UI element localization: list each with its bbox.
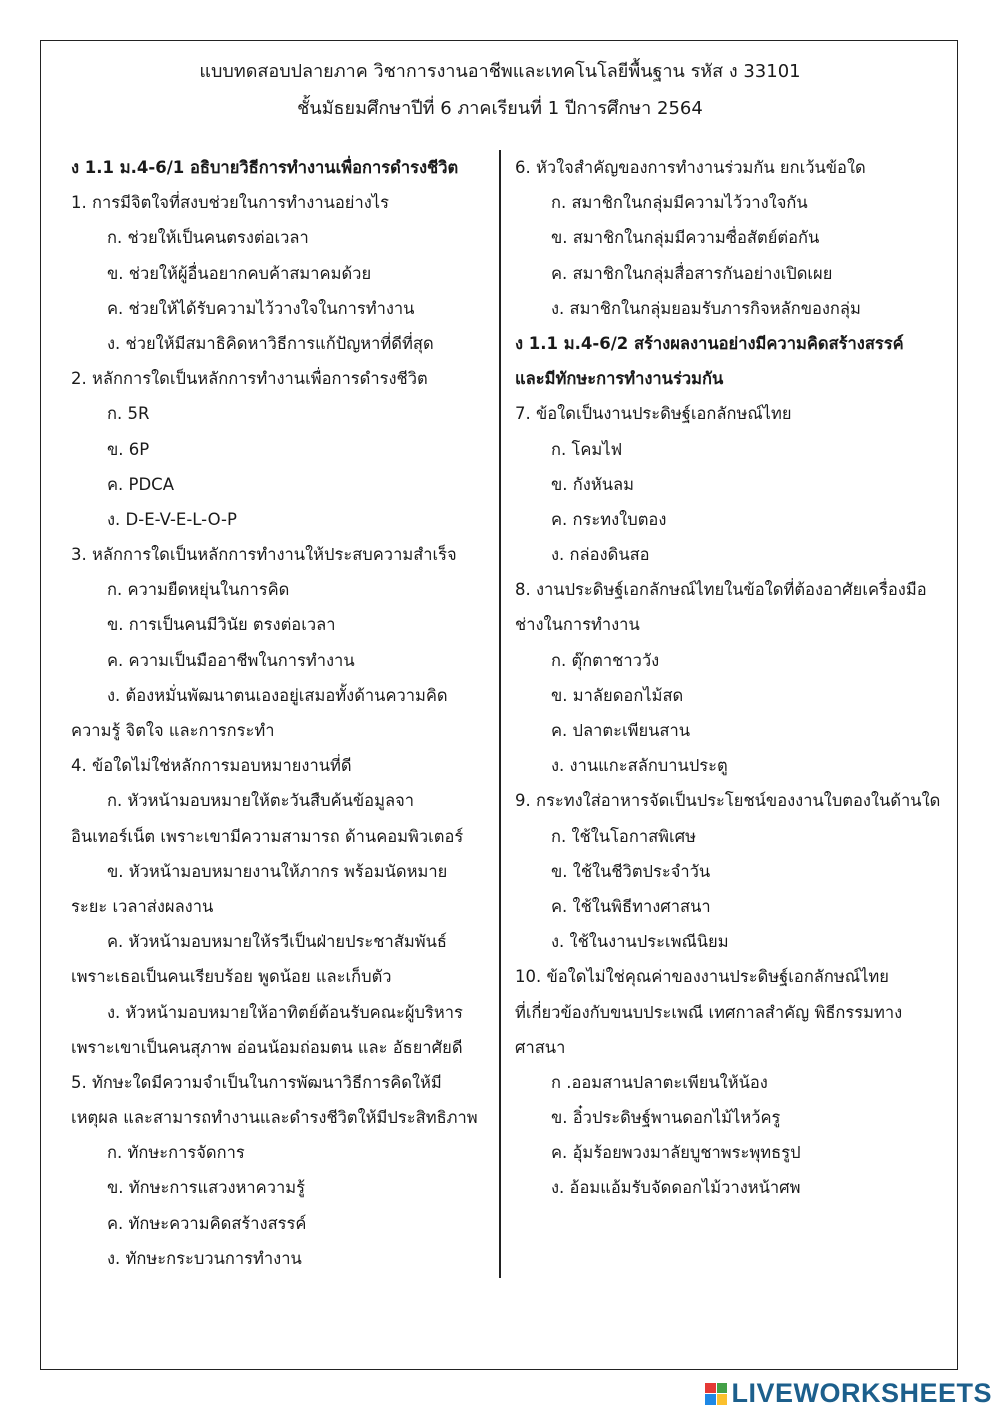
answer-option: ข. กังหันลม (551, 474, 634, 494)
answer-option: ง. หัวหน้ามอบหมายให้อาทิตย์ต้อนรับคณะผู้บริหาร (107, 1002, 463, 1022)
question-line: ความรู้ จิตใจ และการกระทำ (71, 721, 275, 740)
answer-option: ข. 6P (107, 439, 150, 459)
answer-option: ค. PDCA (107, 474, 174, 494)
answer-option: ค. กระทงใบตอง (551, 509, 667, 529)
answer-option: ง. ช่วยให้มีสมาธิคิดหาวิธีการแก้ปัญหาที่ดีที่สุด (107, 333, 434, 353)
answer-option: ก. 5R (107, 404, 150, 424)
answer-option: ง. ต้องหมั่นพัฒนาตนเองอยู่เสมอทั้งด้านความคิด (107, 685, 448, 705)
right-column (515, 150, 941, 1206)
answer-option: ก. ใช้ในโอกาสพิเศษ (551, 826, 697, 846)
answer-option: ค. ความเป็นมืออาชีพในการทำงาน (107, 650, 355, 670)
answer-option: ข. อิ๋วประดิษฐ์พานดอกไม้ไหว้ครู (551, 1108, 781, 1128)
question-line: 4. ข้อใดไม่ใช่หลักการมอบหมายงานที่ดี (71, 756, 352, 776)
answer-option: ข. มาลัยดอกไม้สด (551, 685, 684, 705)
left-column (71, 150, 491, 1276)
answer-option: ก. หัวหน้ามอบหมายให้ตะวันสืบค้นข้อมูลจา (107, 791, 415, 811)
answer-option: ข. การเป็นคนมีวินัย ตรงต่อเวลา (107, 615, 336, 635)
answer-option: ก. ช่วยให้เป็นคนตรงต่อเวลา (107, 228, 309, 248)
question-line: เพราะเขาเป็นคนสุภาพ อ่อนน้อมถ่อมตน และ อัธยาศัยดี (71, 1037, 463, 1057)
answer-option: ค. หัวหน้ามอบหมายให้รวีเป็นฝ่ายประชาสัมพันธ์ (107, 932, 447, 952)
question-line: 3. หลักการใดเป็นหลักการทำงานให้ประสบความสำเร็จ (71, 545, 457, 565)
answer-option: ข. หัวหน้ามอบหมายงานให้ภากร พร้อมนัดหมาย (107, 861, 448, 881)
question-line: ระยะ เวลาส่งผลงาน (71, 896, 214, 916)
question-line: เหตุผล และสามารถทำงานและดำรงชีวิตให้มีประสิทธิภาพ (71, 1108, 478, 1128)
question-line: อินเทอร์เน็ต เพราะเขามีความสามารถ ด้านคอมพิวเตอร์ (71, 826, 464, 846)
answer-option: ข. ช่วยให้ผู้อื่นอยากคบค้าสมาคมด้วย (107, 263, 372, 283)
answer-option: ง. อ้อมแอ้มรับจัดดอกไม้วางหน้าศพ (551, 1178, 801, 1198)
answer-option: ค. อุ้มร้อยพวงมาลัยบูชาพระพุทธรูป (551, 1143, 801, 1163)
answer-option: ก. สมาชิกในกลุ่มมีความไว้วางใจกัน (551, 193, 808, 213)
section-heading: ง 1.1 ม.4-6/2 สร้างผลงานอย่างมีความคิดสร้างสรรค์ (515, 333, 904, 353)
exam-title: แบบทดสอบปลายภาค วิชาการงานอาชีพและเทคโนโลยีพื้นฐาน รหัส ง 33101 (199, 61, 801, 82)
answer-option: ค. ปลาตะเพียนสาน (551, 721, 691, 740)
answer-option: ง. งานแกะสลักบานประตู (551, 756, 728, 776)
question-line: 10. ข้อใดไม่ใช่คุณค่าของงานประดิษฐ์เอกลักษณ์ไทย (515, 967, 889, 987)
answer-option: ง. ทักษะกระบวนการทำงาน (107, 1248, 302, 1268)
logo-icon (705, 1383, 727, 1405)
answer-option: ค. สมาชิกในกลุ่มสื่อสารกันอย่างเปิดเผย (551, 263, 833, 283)
logo-text: LIVEWORKSHEETS (731, 1378, 992, 1408)
question-line: 8. งานประดิษฐ์เอกลักษณ์ไทยในข้อใดที่ต้องอาศัยเครื่องมือ (515, 580, 927, 600)
answer-option: ข. ใช้ในชีวิตประจำวัน (551, 861, 711, 881)
section-heading: ง 1.1 ม.4-6/1 อธิบายวิธีการทำงานเพื่อการดำรงชีวิต (71, 158, 459, 177)
question-line: 1. การมีจิตใจที่สงบช่วยในการทำงานอย่างไร (71, 193, 389, 213)
answer-option: ค. ทักษะความคิดสร้างสรรค์ (107, 1213, 307, 1233)
answer-option: ค. ช่วยให้ได้รับความไว้วางใจในการทำงาน (107, 298, 415, 318)
answer-option: ก. ทักษะการจัดการ (107, 1143, 245, 1163)
answer-option: ก .ออมสานปลาตะเพียนให้น้อง (551, 1072, 768, 1092)
question-line: 9. กระทงใส่อาหารจัดเป็นประโยชน์ของงานใบตองในด้านใด (515, 791, 941, 811)
column-divider (499, 150, 501, 1278)
question-line: 2. หลักการใดเป็นหลักการทำงานเพื่อการดำรงชีวิต (71, 369, 428, 389)
question-line: ศาสนา (515, 1037, 566, 1057)
exam-subtitle: ชั้นมัธยมศึกษาปีที่ 6 ภาคเรียนที่ 1 ปีการศึกษา 2564 (297, 98, 703, 119)
question-line: เพราะเธอเป็นคนเรียบร้อย พูดน้อย และเก็บตัว (71, 967, 392, 987)
answer-option: ง. สมาชิกในกลุ่มยอมรับภารกิจหลักของกลุ่ม (551, 298, 861, 318)
liveworksheets-logo[interactable] (705, 1378, 992, 1409)
answer-option: ง. D-E-V-E-L-O-P (107, 509, 237, 529)
answer-option: ง. ใช้ในงานประเพณีนิยม (551, 932, 729, 952)
question-line: 7. ข้อใดเป็นงานประดิษฐ์เอกลักษณ์ไทย (515, 404, 792, 424)
answer-option: ก. โคมไฟ (551, 439, 623, 459)
answer-option: ก. ความยืดหยุ่นในการคิด (107, 580, 290, 600)
answer-option: ข. สมาชิกในกลุ่มมีความซื่อสัตย์ต่อกัน (551, 228, 820, 248)
question-line: 5. ทักษะใดมีความจำเป็นในการพัฒนาวิธีการคิดให้มี (71, 1072, 442, 1092)
question-line: ช่างในการทำงาน (515, 615, 640, 635)
answer-option: ก. ตุ๊กตาชาววัง (551, 650, 660, 670)
answer-option: ง. กล่องดินสอ (551, 545, 650, 565)
question-line: ที่เกี่ยวข้องกับขนบประเพณี เทศกาลสำคัญ พิธีกรรมทาง (515, 1002, 903, 1022)
answer-option: ข. ทักษะการแสวงหาความรู้ (107, 1178, 305, 1198)
answer-option: ค. ใช้ในพิธีทางศาสนา (551, 896, 711, 916)
question-line: 6. หัวใจสำคัญของการทำงานร่วมกัน ยกเว้นข้อใด (515, 158, 866, 177)
section-heading: และมีทักษะการทำงานร่วมกัน (515, 369, 724, 389)
